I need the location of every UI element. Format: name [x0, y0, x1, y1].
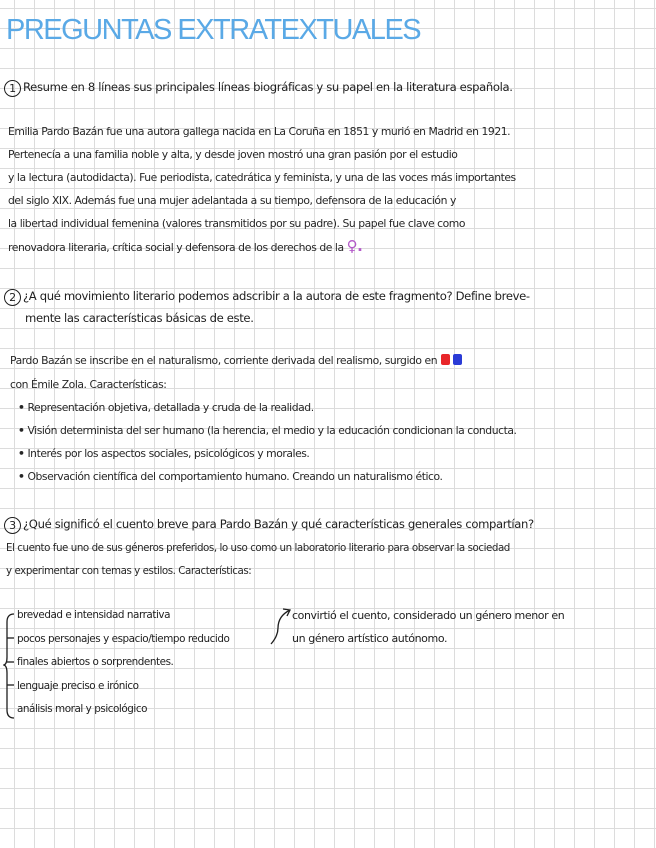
female-symbol-icon: ♀. [346, 237, 363, 255]
list-item: análisis moral y psicológico [17, 703, 148, 715]
answer-3-line: y experimentar con temas y estilos. Características: [6, 565, 252, 577]
france-flag-icon [441, 350, 465, 373]
answer-1 [8, 120, 516, 259]
answer-1-line: la libertad individual femenina (valores transmitidos por su padre). Su papel fue clave como [8, 217, 466, 230]
flag-blue-square [453, 354, 462, 365]
list-item: • Observación científica del comportamiento humano. Creando un naturalismo ético. [18, 470, 443, 483]
answer-3 [6, 537, 510, 583]
page-title: PREGUNTAS EXTRATEXTUALES [6, 14, 421, 46]
answer-1-line: Pertenecía a una familia noble y alta, y desde joven mostró una gran pasión por el estudio [8, 148, 458, 161]
note-line: convirtió el cuento, considerado un género menor en [292, 609, 565, 622]
list-item: pocos personajes y espacio/tiempo reducido [17, 632, 230, 645]
question-1-text: Resume en 8 líneas sus principales líneas biográficas y su papel en la literatura española. [23, 80, 513, 94]
arrow-icon [268, 606, 294, 646]
question-number-3: 3 [4, 517, 21, 534]
flag-red-square [441, 354, 450, 365]
question-3 [4, 514, 534, 534]
question-1 [4, 77, 513, 97]
question-2-text: ¿A qué movimiento literario podemos adscribir a la autora de este fragmento? Define breve- [23, 289, 530, 303]
answer-2-line: con Émile Zola. Características: [10, 378, 167, 391]
list-item: • Representación objetiva, detallada y cruda de la realidad. [18, 401, 314, 414]
cuento-note [292, 604, 564, 650]
answer-2-line: Pardo Bazán se inscribe en el naturalismo, corriente derivada del realismo, surgido en [10, 354, 438, 367]
question-2 [4, 286, 530, 328]
characteristics-list [5, 604, 229, 722]
list-item: finales abiertos o sorprendentes. [17, 656, 174, 668]
answer-1-line: del siglo XIX. Además fue una mujer adelantada a su tiempo, defensora de la educación y [8, 194, 456, 207]
list-item: • Interés por los aspectos sociales, psicológicos y morales. [18, 447, 310, 460]
answer-1-line: y la lectura (autodidacta). Fue periodista, catedrática y feminista, y una de las voces más importantes [8, 171, 516, 184]
list-item: brevedad e intensidad narrativa [17, 609, 171, 621]
question-number-1: 1 [4, 80, 21, 97]
answer-1-line: Emilia Pardo Bazán fue una autora gallega nacida en La Coruña en 1851 y murió en Madrid en 1921. [8, 125, 511, 138]
question-3-text: ¿Qué significó el cuento breve para Pardo Bazán y qué características generales compartían? [23, 517, 534, 531]
question-number-2: 2 [4, 289, 21, 306]
answer-3-line: El cuento fue uno de sus géneros preferidos, lo uso como un laboratorio literario para observar la sociedad [6, 542, 510, 554]
question-2-text: mente las características básicas de este. [25, 311, 254, 325]
note-line: un género artístico autónomo. [292, 632, 448, 645]
answer-1-line: renovadora literaria, crítica social y defensora de los derechos de la [8, 241, 344, 254]
list-item: • Visión determinista del ser humano (la herencia, el medio y la educación condicionan la conducta. [18, 424, 517, 437]
list-item: lenguaje preciso e irónico [17, 679, 139, 692]
answer-2 [10, 349, 517, 488]
